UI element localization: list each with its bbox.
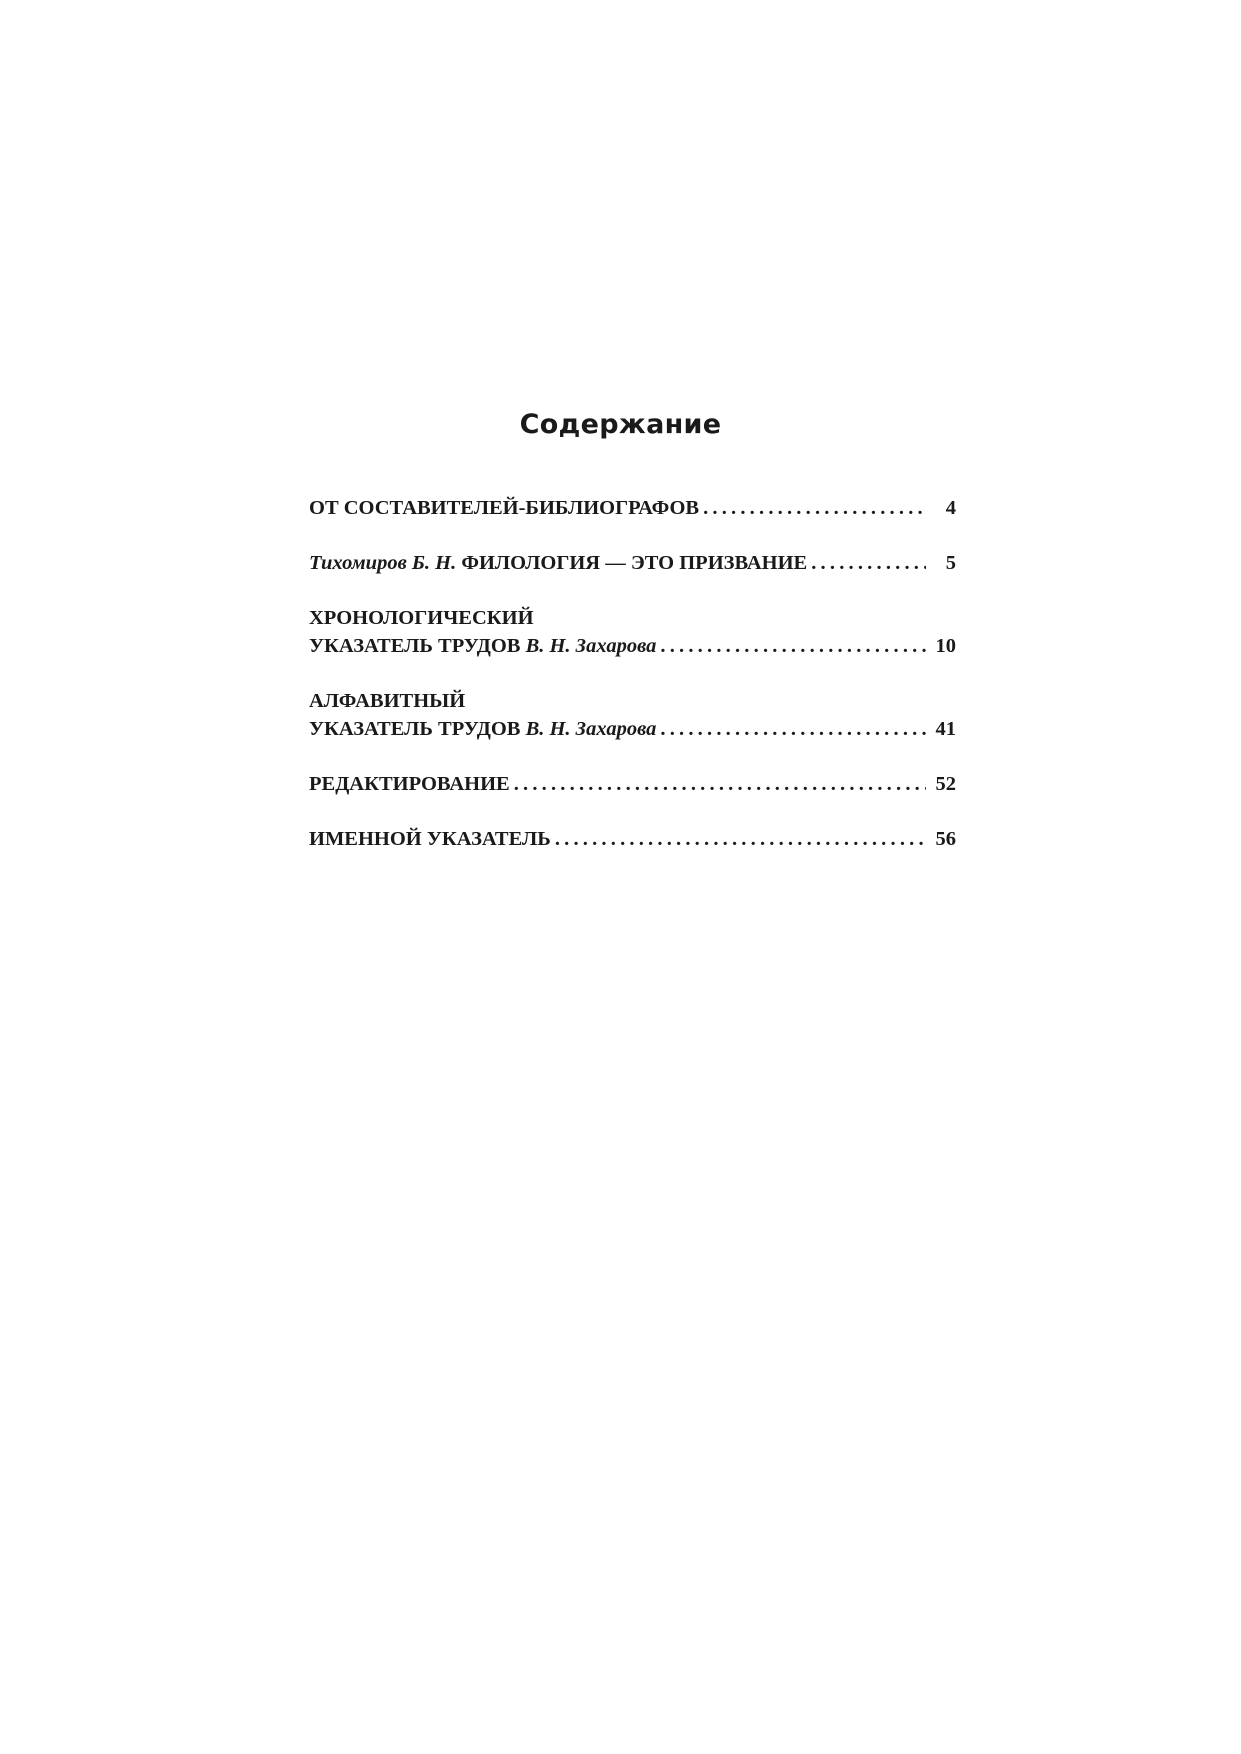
toc-entry-author: Тихомиров Б. Н. <box>309 552 457 574</box>
toc-entry-chronological-index[interactable] <box>309 604 956 660</box>
dot-leader <box>660 632 926 660</box>
dot-leader <box>703 494 926 522</box>
toc-line <box>309 715 956 743</box>
toc-entry-philology[interactable] <box>309 549 956 577</box>
toc-line <box>309 604 956 632</box>
toc-entry-author: В. Н. Захарова <box>525 718 657 740</box>
toc-entry-title-text: ФИЛОЛОГИЯ — ЭТО ПРИЗВАНИЕ <box>456 552 808 574</box>
dot-leader <box>555 825 926 853</box>
dot-leader <box>514 770 926 798</box>
toc-page-number: 52 <box>935 773 956 795</box>
toc-entry-title: ОТ СОСТАВИТЕЛЕЙ-БИБЛИОГРАФОВ <box>309 497 700 519</box>
toc-entry-title: ИМЕННОЙ УКАЗАТЕЛЬ <box>309 828 551 850</box>
toc-entry-title: АЛФАВИТНЫЙ <box>309 690 466 712</box>
toc-entry-from-compilers[interactable] <box>309 494 956 522</box>
toc-entry-title: РЕДАКТИРОВАНИЕ <box>309 773 510 795</box>
toc-line <box>309 770 956 798</box>
toc-entry-title-text: УКАЗАТЕЛЬ ТРУДОВ <box>309 718 526 740</box>
toc-line <box>309 825 956 853</box>
toc-entry-title <box>309 715 656 743</box>
toc-entry-alphabetical-index[interactable] <box>309 687 956 743</box>
toc-line <box>309 632 956 660</box>
dot-leader <box>660 715 926 743</box>
page-title: Содержание <box>519 409 722 440</box>
toc-line <box>309 549 956 577</box>
toc-entry-title-text: УКАЗАТЕЛЬ ТРУДОВ <box>309 635 526 657</box>
toc-entry-title <box>309 549 807 577</box>
toc-page-number: 4 <box>945 497 956 519</box>
dot-leader <box>811 549 926 577</box>
toc-page-number: 10 <box>935 635 956 657</box>
table-of-contents <box>309 494 956 880</box>
toc-entry-title: ХРОНОЛОГИЧЕСКИЙ <box>309 607 534 629</box>
toc-entry-editing[interactable] <box>309 770 956 798</box>
toc-entry-title <box>309 632 656 660</box>
toc-line <box>309 494 956 522</box>
toc-page-number: 5 <box>945 552 956 574</box>
toc-entry-author: В. Н. Захарова <box>525 635 657 657</box>
toc-entry-name-index[interactable] <box>309 825 956 853</box>
toc-page-number: 56 <box>935 828 956 850</box>
toc-page-number: 41 <box>935 718 956 740</box>
toc-line <box>309 687 956 715</box>
